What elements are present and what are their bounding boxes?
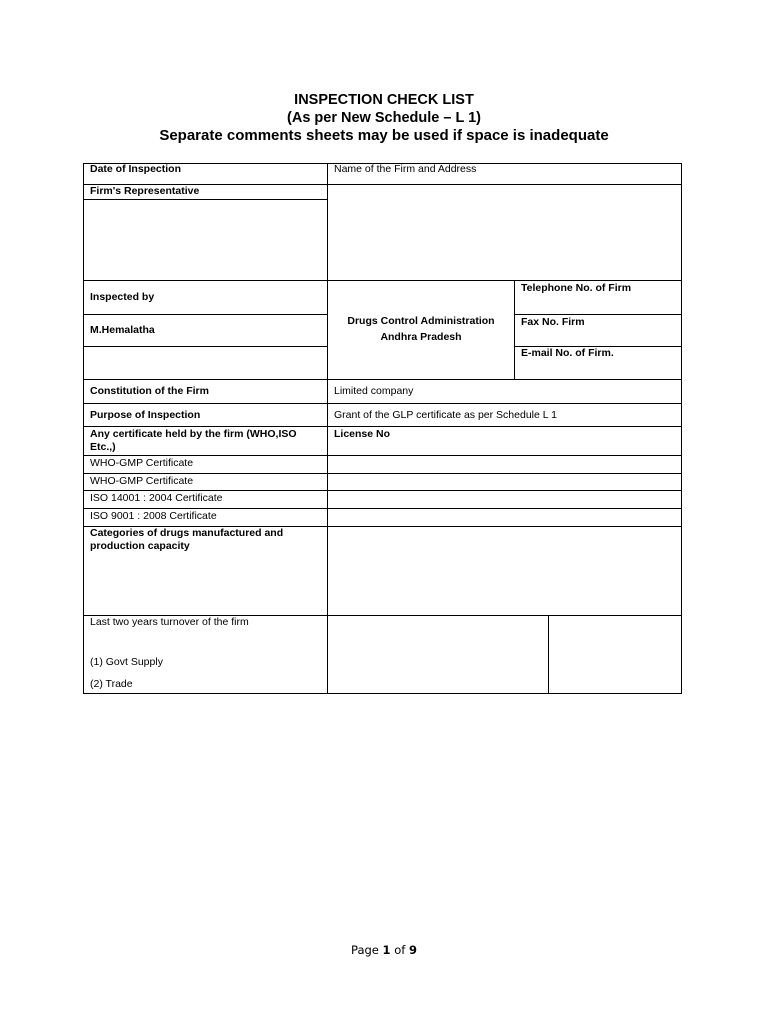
certificate-item: WHO-GMP Certificate <box>90 457 194 469</box>
row-rule <box>83 490 682 491</box>
page-total: 9 <box>408 943 417 957</box>
row-rule <box>83 403 682 404</box>
certificate-item: ISO 14001 : 2004 Certificate <box>90 492 223 504</box>
certificate-held-label: Any certificate held by the firm (WHO,ISO Etc.,) <box>90 428 297 453</box>
constitution-value: Limited company <box>334 385 414 397</box>
row-rule <box>83 379 682 380</box>
certificate-item: WHO-GMP Certificate <box>90 475 194 487</box>
firms-representative-label: Firm's Representative <box>90 185 200 197</box>
page-footer <box>0 943 768 957</box>
constitution-label: Constitution of the Firm <box>90 385 209 397</box>
date-of-inspection-label: Date of Inspection <box>90 163 182 175</box>
contact-column-divider <box>514 280 515 379</box>
authority-name: Drugs Control Administration <box>347 315 495 327</box>
row-rule <box>83 508 682 509</box>
table-border-bottom <box>83 693 682 694</box>
fax-label: Fax No. Firm <box>521 316 585 328</box>
purpose-value: Grant of the GLP certificate as per Schedule L 1 <box>334 409 557 421</box>
row-rule <box>83 280 682 281</box>
page-of: of <box>390 943 409 957</box>
authority-state: Andhra Pradesh <box>380 331 462 343</box>
page-word: Page <box>351 943 383 957</box>
document-note: Separate comments sheets may be used if space is inadequate <box>159 127 609 144</box>
email-label: E-mail No. of Firm. <box>521 347 614 359</box>
turnover-column-divider <box>548 615 549 694</box>
document-title: INSPECTION CHECK LIST <box>294 92 474 108</box>
turnover-govt-supply: (1) Govt Supply <box>90 656 163 668</box>
categories-label: Categories of drugs manufactured and production capacity <box>90 527 284 552</box>
inspected-by-label: Inspected by <box>90 291 155 303</box>
row-rule <box>83 455 682 456</box>
page-current: 1 <box>382 943 391 957</box>
row-rule <box>83 314 328 315</box>
telephone-label: Telephone No. of Firm <box>521 282 632 294</box>
row-rule <box>83 426 682 427</box>
turnover-trade: (2) Trade <box>90 678 133 690</box>
purpose-label: Purpose of Inspection <box>90 409 201 421</box>
license-no-label: License No <box>334 428 391 440</box>
row-rule <box>83 473 682 474</box>
document-subtitle: (As per New Schedule – L 1) <box>287 109 481 126</box>
row-rule <box>83 346 328 347</box>
row-rule <box>83 199 328 200</box>
turnover-label: Last two years turnover of the firm <box>90 616 249 628</box>
certificate-item: ISO 9001 : 2008 Certificate <box>90 510 217 522</box>
row-rule <box>514 314 682 315</box>
inspector-name: M.Hemalatha <box>90 324 155 336</box>
row-rule <box>327 184 682 185</box>
firm-name-address-label: Name of the Firm and Address <box>334 163 477 175</box>
